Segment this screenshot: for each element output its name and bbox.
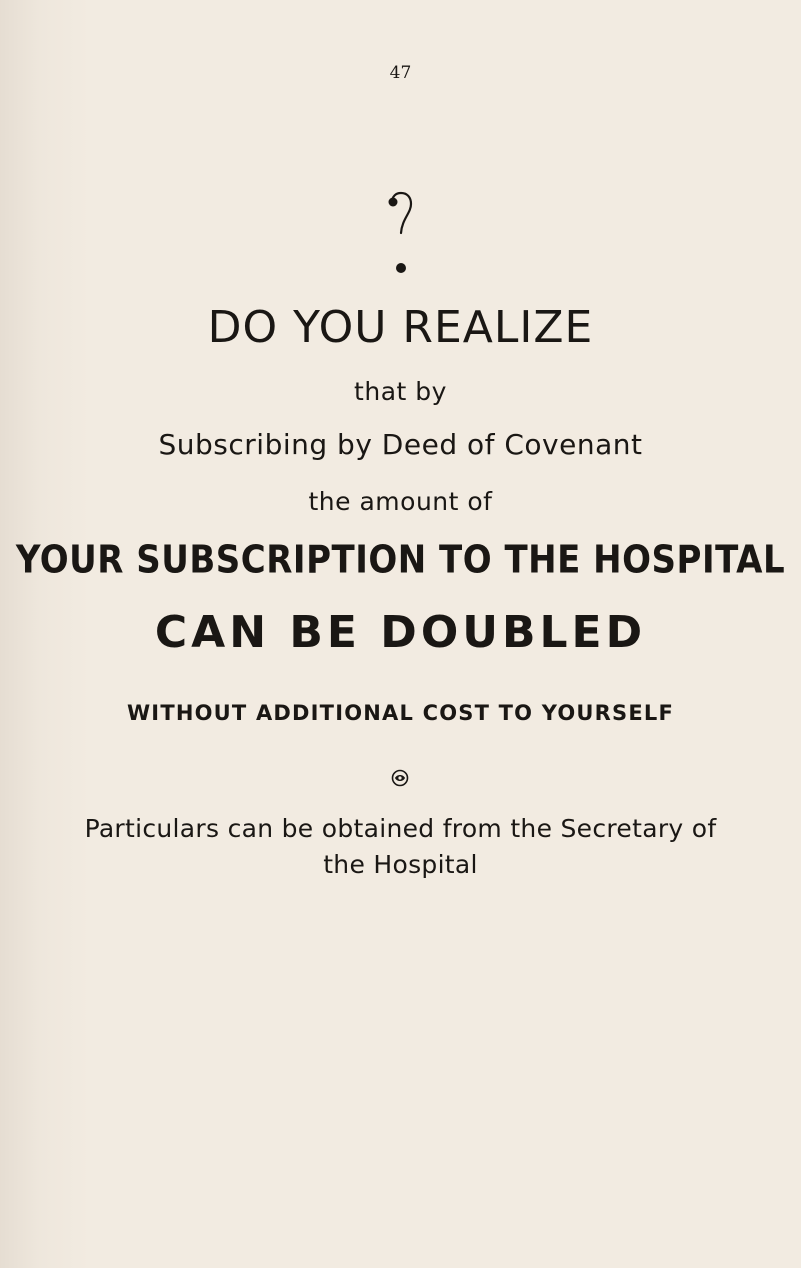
question-mark-icon xyxy=(383,187,419,275)
text-can-be-doubled: CAN BE DOUBLED xyxy=(154,607,647,658)
text-amount-of: the amount of xyxy=(308,487,493,516)
printer-ornament-icon xyxy=(390,768,410,788)
text-without-cost: WITHOUT ADDITIONAL COST TO YOURSELF xyxy=(126,701,675,725)
page-number: 47 xyxy=(389,63,412,83)
headline: DO YOU REALIZE xyxy=(207,302,594,353)
text-the-hospital: the Hospital xyxy=(323,850,478,879)
text-subscribing: Subscribing by Deed of Covenant xyxy=(158,428,643,461)
text-your-subscription: YOUR SUBSCRIPTION TO THE HOSPITAL xyxy=(15,537,786,583)
text-particulars: Particulars can be obtained from the Secretary of xyxy=(84,814,717,843)
text-that-by: that by xyxy=(354,377,447,406)
